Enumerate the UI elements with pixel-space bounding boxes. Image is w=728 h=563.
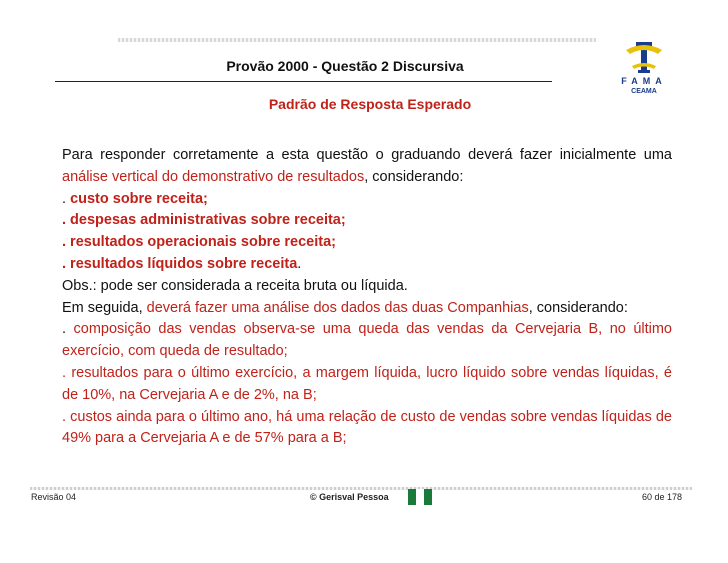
list-item-operating-results: . resultados operacionais sobre receita;: [62, 234, 336, 251]
list-item-cost: . custo sobre receita;: [62, 190, 208, 207]
second-paragraph: Em seguida, deverá fazer uma análise dos dados das duas Companhias, considerando:: [62, 299, 628, 316]
revision-label: Revisão 04: [31, 492, 77, 502]
page-title: Provão 2000 - Questão 2 Discursiva: [226, 58, 464, 74]
answer-body: [62, 145, 672, 450]
logo-letters: FAMA: [621, 76, 667, 86]
top-decorative-bar: [118, 38, 596, 42]
analysis-item-costs: . custos ainda para o último ano, há uma relação de custo de vendas sobre vendas líquidas de 49% para a Cervejaria A e de 57% para a B;: [62, 408, 672, 447]
header-divider: [55, 81, 552, 82]
list-item-admin-expenses: . despesas administrativas sobre receita;: [62, 212, 346, 229]
analysis-item-results: . resultados para o último exercício, a margem líquida, lucro líquido sobre vendas líquidas, é de 10%, na Cervejaria A e de 2%, na B;: [62, 364, 672, 403]
list-item-net-results: . resultados líquidos sobre receita.: [62, 255, 302, 272]
footer-decorative-bar: [30, 487, 692, 490]
page-number: 60 de 178: [641, 492, 682, 502]
flag-icon: [408, 489, 432, 505]
intro-paragraph: Para responder corretamente a esta questão o graduando deverá fazer inicialmente uma análise vertical do demonstrativo de resultados, considerando:: [62, 147, 672, 185]
obs-note: Obs.: pode ser considerada a receita bruta ou líquida.: [62, 277, 408, 294]
author-credit: © Gerisval Pessoa: [310, 492, 389, 502]
logo-subtext: CEAMA: [631, 88, 657, 95]
page-subtitle: Padrão de Resposta Esperado: [268, 96, 472, 112]
analysis-item-sales: . composição das vendas observa-se uma queda das vendas da Cervejaria B, no último exercício, com queda de resultado;: [62, 321, 672, 360]
